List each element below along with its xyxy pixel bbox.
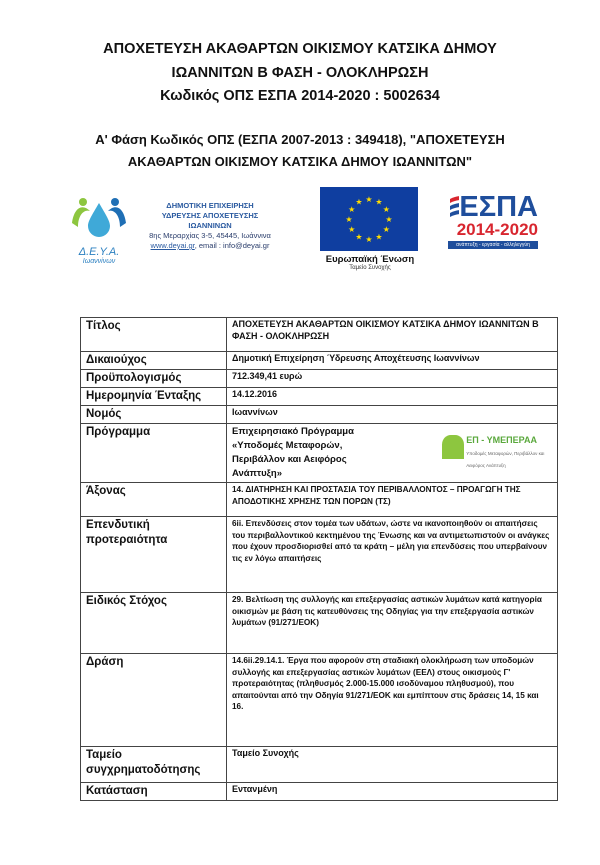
eu-fund: Ταμείο Συνοχής [349,265,391,271]
espa-name: ΕΣΠΑ [459,191,538,223]
table-row [81,388,558,406]
logo-subtext: Υποδομές Μεταφορών, Περιβάλλον και Αειφόρος Ανάπτυξη [466,450,545,469]
row-label: Τίτλος [81,318,227,352]
eu-star-icon: ★ [348,205,356,214]
address: 8ης Μεραρχίας 3-5, 45445, Ιωάννινα [149,231,271,240]
tree-road-icon [442,435,464,459]
eu-star-icon: ★ [345,215,353,224]
row-value: 14.12.2016 [227,388,558,406]
table-row [81,483,558,517]
org-line: ΥΔΡΕΥΣΗΣ ΑΠΟΧΕΤΕΥΣΗΣ [161,211,259,220]
table-row [81,352,558,370]
eu-star-icon: ★ [365,235,373,244]
table-row [81,783,558,801]
title-line: ΑΠΟΧΕΤΕΥΣΗ ΑΚΑΘΑΡΤΩΝ ΟΙΚΙΣΜΟΥ ΚΑΤΣΙΚΑ ΔΗΜΟΥ [103,41,497,57]
table-row [81,654,558,747]
deya-city: Ιωαννίνων [82,258,116,265]
row-label: Άξονας [81,483,227,517]
deya-name: Δ.Ε.Υ.Α. [78,246,120,258]
document-title [0,38,600,109]
eu-label: Ευρωπαϊκή Ένωση [325,254,415,265]
row-value [227,424,558,483]
row-label: Ημερομηνία Ένταξης [81,388,227,406]
row-label: Δικαιούχος [81,352,227,370]
espa-logo [448,193,538,249]
deya-logo [68,193,130,263]
espa-years: 2014-2020 [456,220,538,239]
table-row [81,424,558,483]
table-row [81,318,558,352]
row-label: Νομός [81,406,227,424]
subtitle-line: ΑΚΑΘΑΡΤΩΝ ΟΙΚΙΣΜΟΥ ΚΑΤΣΙΚΑ ΔΗΜΟΥ ΙΩΑΝΝΙΤΩΝ" [127,154,473,169]
eu-star-icon: ★ [355,197,363,207]
ymeperaa-logo [442,425,552,481]
project-code: Κωδικός ΟΠΣ ΕΣΠΑ 2014-2020 : 5002634 [160,88,440,104]
eu-star-icon: ★ [348,225,356,234]
table-row [81,370,558,388]
document-subtitle [0,129,600,173]
row-value: Εντανμένη [227,783,558,801]
row-value: 29. Βελτίωση της συλλογής και επεξεργασίας αστικών λυμάτων κατά κατηγορία οικισμών με βάση τις κατευθύνσεις της Οδηγίας για την επεξεργασία αστικών λυμάτων (91/271/ΕΟΚ) [227,593,558,654]
table-row [81,406,558,424]
project-info-table [80,317,558,801]
eu-star-icon: ★ [382,225,390,234]
row-label: Ταμείο συγχρηματοδότησης [81,747,227,783]
row-label: Πρόγραμμα [81,424,227,483]
email: , email : info@deyai.gr [194,241,270,250]
row-value: Ταμείο Συνοχής [227,747,558,783]
eu-star-icon: ★ [375,197,383,207]
eu-star-icon: ★ [355,232,363,242]
espa-stripes-icon [448,193,459,221]
deya-contact [140,201,280,251]
water-drop-icon [68,193,130,241]
table-row [81,517,558,593]
row-label: Ειδικός Στόχος [81,593,227,654]
eu-star-icon: ★ [365,195,373,204]
row-value: 14.6ii.29.14.1. Έργα που αφορούν στη σταδιακή ολοκλήρωση των υποδομών συλλογής και επεξεργασίας αστικών λυμάτων (ΕΕΛ) στους οικισμούς Γ' προτεραιότητας (πληθυσμός 2.000-15.000 ισοδύναμου πληθυσμού), που απαιτούνται από την Οδηγία 91/271/ΕΟΚ και εμπίπτουν στις δράσεις 14, 15 και 16. [227,654,558,747]
org-line: ΔΗΜΟΤΙΚΗ ΕΠΙΧΕΙΡΗΣΗ [166,201,254,210]
row-value: 712.349,41 ευρώ [227,370,558,388]
row-label: Επενδυτική προτεραιότητα [81,517,227,593]
program-name: Επιχειρησιακό Πρόγραμμα «Υποδομές Μεταφορών, Περιβάλλον και Αειφόρος Ανάπτυξη» [232,426,354,479]
row-value: ΑΠΟΧΕΤΕΥΣΗ ΑΚΑΘΑΡΤΩΝ ΟΙΚΙΣΜΟΥ ΚΑΤΣΙΚΑ ΔΗΜΟΥ ΙΩΑΝΝΙΤΩΝ Β ΦΑΣΗ - ΟΛΟΚΛΗΡΩΣΗ [227,318,558,352]
table-row [81,747,558,783]
row-label: Δράση [81,654,227,747]
row-label: Κατάσταση [81,783,227,801]
title-line: ΙΩΑΝΝΙΤΩΝ Β ΦΑΣΗ - ΟΛΟΚΛΗΡΩΣΗ [171,64,429,81]
eu-flag-icon [320,187,418,251]
row-value: 6ii. Επενδύσεις στον τομέα των υδάτων, ώστε να ικανοποιηθούν οι απαιτήσεις του περιβαλλοντικού κεκτημένου της Ένωσης και να αντιμετωπιστούν οι ανάγκες που έχουν προσδιορισθεί από τα κράτη – μέλη για επενδύσεις που υπερβαίνουν τις εν λόγω απαιτήσεις [227,517,558,593]
website-link[interactable]: www.deyai.gr [150,241,195,250]
row-value: Δημοτική Επιχείρηση Ύδρευσης Αποχέτευσης Ιωαννίνων [227,352,558,370]
eu-star-icon: ★ [385,215,393,224]
row-value: Ιωαννίνων [227,406,558,424]
eu-star-icon: ★ [375,232,383,242]
eu-star-icon: ★ [382,205,390,214]
org-line: ΙΩΑΝΝΙΝΩΝ [188,221,232,230]
espa-slogan: ανάπτυξη - εργασία - αλληλεγγύη [448,241,538,249]
row-label: Προϋπολογισμός [81,370,227,388]
table-row [81,593,558,654]
logo-text: ΕΠ - ΥΜΕΠΕΡΑΑ [466,435,537,445]
row-value: 14. ΔΙΑΤΗΡΗΣΗ ΚΑΙ ΠΡΟΣΤΑΣΙΑ ΤΟΥ ΠΕΡΙΒΑΛΛΟΝΤΟΣ – ΠΡΟΑΓΩΓΗ ΤΗΣ ΑΠΟΔΟΤΙΚΗΣ ΧΡΗΣΗΣ ΤΩΝ ΠΟΡΩΝ (ΤΣ) [227,483,558,517]
eu-logo [320,187,420,271]
logos-bar [60,185,580,270]
subtitle-line: Α' Φάση Κωδικός ΟΠΣ (ΕΣΠΑ 2007-2013 : 349418), "ΑΠΟΧΕΤΕΥΣΗ [95,132,505,147]
